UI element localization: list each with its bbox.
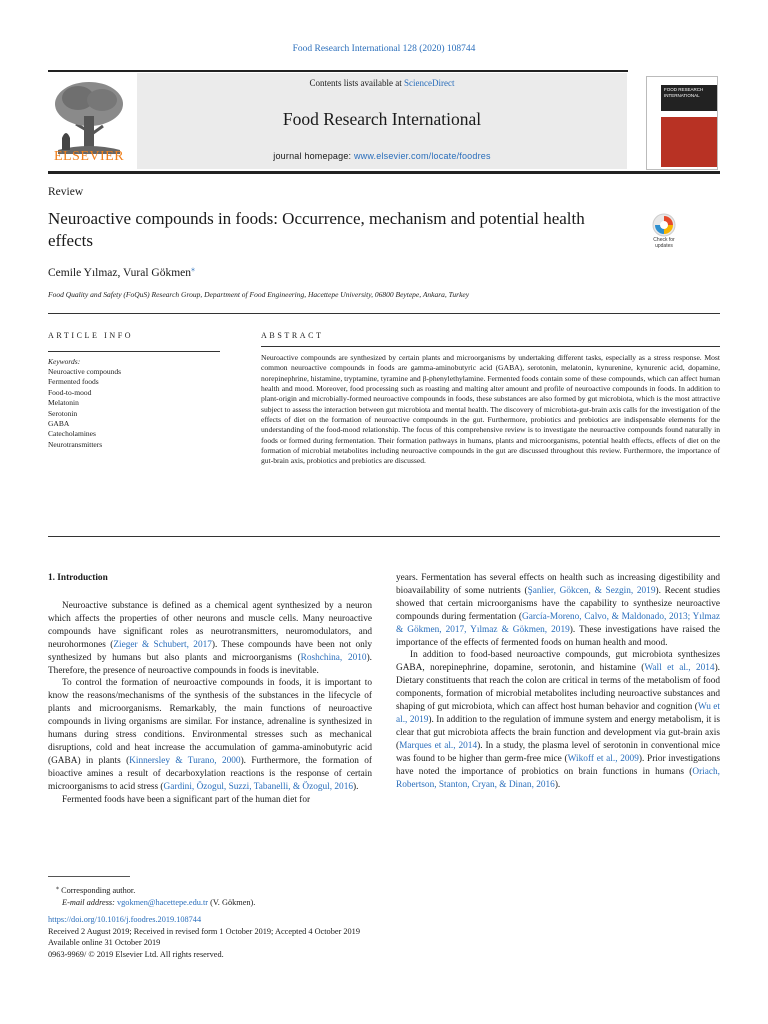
publisher-name: ELSEVIER: [53, 149, 125, 164]
journal-cover-image: [646, 76, 718, 170]
contents-prefix: Contents lists available at: [309, 78, 404, 88]
corresponding-footnote: [48, 882, 255, 909]
author-names: Cemile Yılmaz, Vural Gökmen: [48, 266, 192, 279]
journal-reference-link[interactable]: Food Research International 128 (2020) 108744: [292, 44, 476, 54]
contents-line: [137, 78, 627, 88]
keywords-list: [48, 367, 121, 450]
journal-title: Food Research International: [282, 109, 482, 129]
keyword-item: Catecholamines: [48, 429, 96, 439]
abstract-bottom-rule: [48, 536, 720, 537]
abstract-text: Neuroactive compounds are synthesized by certain plants and microorganisms by undertaking different tasks, especially as a stress response. Most common neuroactive compounds in foods are gamma-aminobutyric acid (GABA), serotonin, melatonin, kynurenine, kynurenic acid, dopamine, norepinephrine, histamine, tryptamine, tyramine and β-phenylethylamine. Fermented foods contain some of these compounds, which can affect human health and mood. Moreover, food processing such as roasting and malting alter amount and profile of neuroactive compounds in foods. In addition to plant-origin and microbially-formed neuroactive compounds in foods, these substances are also formed by gut microbiota, which is the most attractive subject to assess the interaction between gut microbiota and mental health. The discovery of microbiota-gut-brain axis calls for the investigation of the effects of diet on the formation of neuroactive compounds in the gut. Furthermore, probiotics and prebiotics are indispensable elements for the understanding of the food-mood relationship. The focus of this comprehensive review is to investigate the neuroactive compounds found naturally in foods or formed during fermentation. Their formation pathways in humans, plants and microorganisms, potential health effects, effects of diet on the formation of microbial metabolites including neuroactive compounds in the gut are discussed throughout this review. Furthermore, the importance of gut-brain axis, probiotics and prebiotics are discussed.: [261, 353, 720, 466]
affiliation-rule: [48, 313, 720, 314]
intro-paragraph-1: Neuroactive substance is defined as a chemical agent synthesized by a neuron which affects the properties of other neurons and muscle cells. Many neuroactive compounds have significant roles as neurotransmitters, neuromodulators, and neurohormones (Zieger & Schubert, 2017). These compounds have been not only synthesized by humans but also plants and microorganisms (Roshchina, 2010). Therefore, the presence of neuroactive compounds in foods is inevitable.: [48, 601, 372, 676]
keyword-item: Neurotransmitters: [48, 439, 103, 449]
intro-paragraph-3: Fermented foods have been a significant part of the human diet for: [62, 794, 311, 805]
keywords-label: Keywords:: [48, 357, 81, 366]
article-info-heading: ARTICLE INFO: [48, 331, 134, 340]
article-info-rule: [48, 351, 220, 352]
right-column: [396, 572, 720, 791]
citation-link[interactable]: Marques et al., 2014: [399, 740, 478, 751]
keyword-item: Neuroactive compounds: [48, 367, 122, 376]
citation-link[interactable]: Kinnersley & Turano, 2000: [129, 755, 241, 766]
footnote-rule: [48, 876, 130, 877]
email-label: E-mail address:: [62, 897, 117, 907]
intro-paragraph-2: To control the formation of neuroactive compounds in foods, it is important to know the reasons/mechanisms of the synthesis of the substances in the lifecycle of plants and microorganisms. Remarkably, the main functions of neuroactive compounds in living organisms are similar. For instance, adrenaline is synthesized in humans during stress conditions. Environmental stresses such as mechanical disruptions, cold and heat increase the accumulation of gamma-aminobutyric acid (GABA) in plants (Kinnersley & Turano, 2000). Furthermore, the formation of bioactive amines a result of decarboxylation reactions is the response of certain microorganisms to acid stress (Gardini, Özogul, Suzzi, Tabanelli, & Özogul, 2016).: [48, 678, 373, 792]
citation-link[interactable]: Wall et al., 2014: [644, 663, 715, 674]
footnote-mark: ⁎: [56, 885, 59, 891]
keyword-item: Food-to-mood: [48, 387, 92, 397]
citation-link[interactable]: Roshchina, 2010: [300, 652, 367, 663]
received-dates: Received 2 August 2019; Received in revised form 1 October 2019; Accepted 4 October 2019: [48, 926, 360, 936]
keyword-item: Melatonin: [48, 398, 79, 408]
article-authors: [48, 264, 195, 279]
left-column: [48, 600, 372, 807]
header-top-rule: [48, 70, 628, 72]
citation-link[interactable]: Gardini, Özogul, Suzzi, Tabanelli, & Özogul, 2016: [163, 781, 353, 792]
article-title: Neuroactive compounds in foods: Occurrence, mechanism and potential health effects: [48, 209, 585, 250]
corresponding-line: ⁎ Corresponding author.: [56, 885, 136, 895]
email-link[interactable]: vgokmen@hacettepe.edu.tr: [117, 897, 209, 907]
keyword-item: GABA: [48, 419, 70, 429]
badge-label: Check for updates: [653, 237, 675, 249]
abstract-top-rule: [261, 346, 720, 347]
abstract-heading: ABSTRACT: [261, 331, 324, 340]
citation-link[interactable]: Wu et al., 2019: [396, 702, 720, 725]
intro-paragraph-4: In addition to food-based neuroactive compounds, gut microbiota synthesizes GABA, norepinephrine, dopamine, serotonin, and histamine (Wall et al., 2014). Dietary constituents that reach the colon are critical in terms of the metabolism of food components, formation of microbial metabolites including neuroactive substances and shaping of gut microbiota, which can affect host human behavior and cognition (Wu et al., 2019). In addition to the regulation of immune system and energy metabolism, it is clear that gut microbiota affects the brain function and development via gut-brain axis (Marques et al., 2014). In a study, the plasma level of serotonin in conventional mice was found to be higher than germ-free mice (Wikoff et al., 2009). Prior investigations have noted the importance of probiotics on brain functions in humans (Oriach, Robertson, Stanton, Cryan, & Dinan, 2016).: [396, 650, 721, 790]
citation-link[interactable]: Şanlier, Gökcen, & Sezgin, 2019: [527, 585, 656, 596]
sciencedirect-link[interactable]: ScienceDirect: [404, 78, 455, 88]
available-online: Available online 31 October 2019: [48, 938, 161, 948]
email-line: E-mail address: vgokmen@hacettepe.edu.tr (V. Gökmen).: [62, 897, 256, 907]
keyword-item: Serotonin: [48, 408, 78, 418]
publication-info: [48, 914, 360, 960]
affiliation: Food Quality and Safety (FoQuS) Research Group, Department of Food Engineering, Hacettepe University, 06800 Beytepe, Ankara, Turkey: [48, 290, 470, 299]
intro-paragraph-3-cont: years. Fermentation has several effects on health such as increasing digestibility and bioavailability of some nutrients (Şanlier, Gökcen, & Sezgin, 2019). Recent studies showed that certain microorganisms have the capability to synthesize neuroactive compounds during fermentation (García-Moreno, Calvo, & Maldonado, 2013; Yılmaz & Gökmen, 2017, Yılmaz & Gökmen, 2019). These investigations have raised the importance of the effects of fermented foods on human health and mood.: [396, 573, 721, 648]
citation-link[interactable]: Wikoff et al., 2009: [567, 753, 639, 764]
citation-link[interactable]: Oriach, Robertson, Stanton, Cryan, & Dinan, 2016: [396, 766, 720, 790]
header-bottom-rule: [48, 171, 720, 174]
homepage-link[interactable]: www.elsevier.com/locate/foodres: [353, 151, 491, 161]
copyright: 0963-9969/ © 2019 Elsevier Ltd. All rights reserved.: [48, 949, 224, 959]
introduction-heading: 1. Introduction: [48, 573, 108, 583]
homepage-prefix: journal homepage:: [273, 151, 354, 161]
cover-red-panel: [661, 117, 717, 167]
citation-link[interactable]: García-Moreno, Calvo, & Maldonado, 2013; Yılmaz & Gökmen, 2017, Yılmaz & Gökmen, 2019: [396, 611, 720, 635]
homepage-line: [137, 151, 627, 161]
corresponding-author-mark[interactable]: ⁎: [191, 264, 196, 273]
doi-link[interactable]: https://doi.org/10.1016/j.foodres.2019.108744: [48, 915, 202, 924]
cover-title: FOOD RESEARCH INTERNATIONAL: [661, 85, 717, 111]
article-section-type: Review: [48, 186, 84, 198]
citation-link[interactable]: Zieger & Schubert, 2017: [113, 639, 212, 650]
keyword-item: Fermented foods: [48, 377, 99, 387]
check-for-updates-badge[interactable]: [648, 212, 680, 252]
